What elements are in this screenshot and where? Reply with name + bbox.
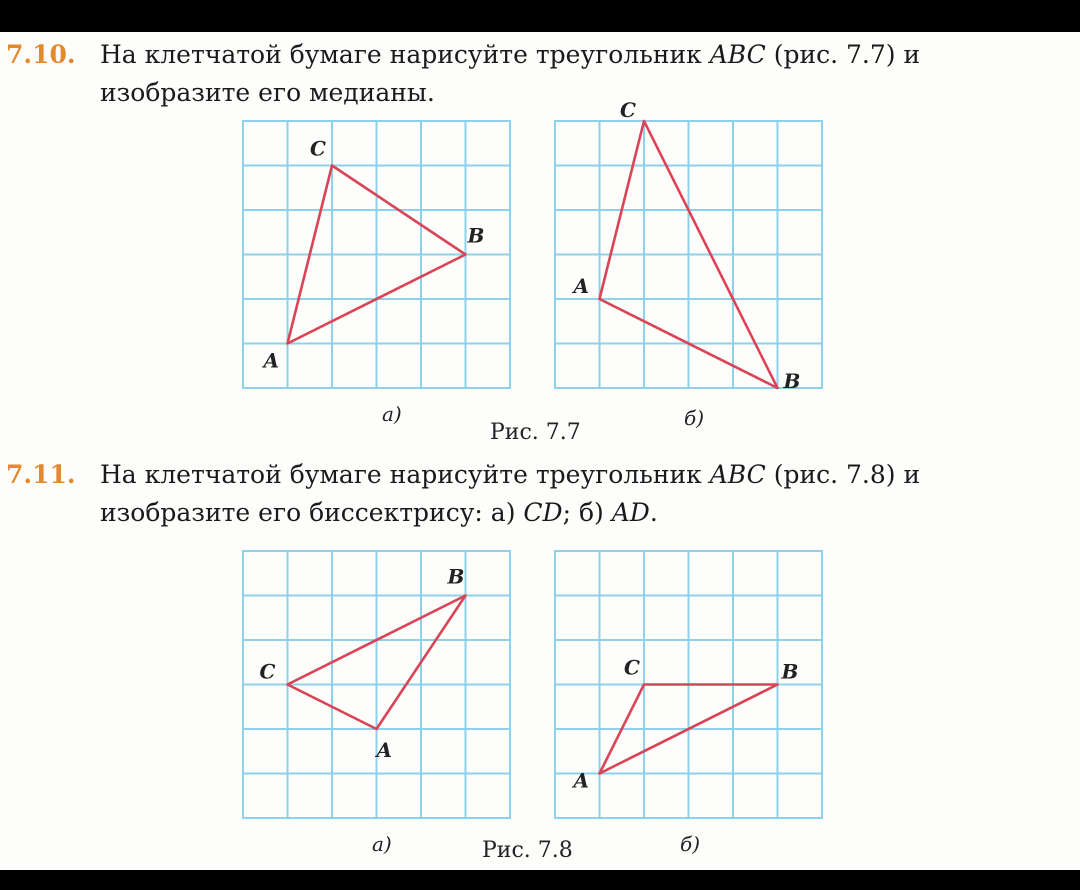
bisector-name-a: CD	[523, 498, 563, 527]
problem-7-11	[6, 456, 1066, 532]
problem-7-10-line-1	[6, 36, 1066, 74]
bisector-name-b: AD	[611, 498, 650, 527]
problem-7-11-line-2	[6, 494, 1066, 532]
figure-7-7-a-label: а)	[382, 402, 402, 426]
problem-text: На клетчатой бумаге нарисуйте треугольник	[100, 40, 710, 69]
textbook-page	[0, 32, 1080, 870]
problem-number: 7.11.	[6, 460, 76, 489]
figure-7-8-caption: Рис. 7.8	[482, 838, 573, 863]
problem-7-10	[6, 36, 1066, 112]
problem-text: изобразите его биссектрису: а)	[100, 498, 524, 527]
vertex-label-a: A	[376, 738, 393, 762]
problem-text: .	[649, 498, 658, 527]
figure-7-8-b	[552, 548, 827, 823]
problem-7-11-line-1	[6, 456, 1066, 494]
vertex-label-c: C	[310, 136, 326, 161]
problem-text: (рис. 7.7) и	[765, 40, 921, 69]
triangle-name: ABC	[709, 40, 766, 69]
problem-number: 7.10.	[6, 40, 76, 69]
vertex-label-a: A	[573, 274, 590, 298]
vertex-label-b: B	[467, 223, 485, 248]
figure-7-7-b-label: б)	[684, 406, 705, 430]
vertex-label-c: C	[624, 655, 640, 680]
figure-7-8-b-label: б)	[680, 832, 701, 856]
problem-text: ; б)	[562, 498, 612, 527]
vertex-label-a: A	[573, 768, 590, 793]
problem-text: (рис. 7.8) и	[765, 460, 921, 489]
vertex-label-b: B	[783, 369, 801, 393]
figure-7-7-a	[240, 118, 515, 393]
figure-7-8-a-label: а)	[372, 832, 392, 856]
figure-7-8-a	[240, 548, 515, 823]
vertex-label-b: B	[447, 564, 465, 589]
vertex-label-a: A	[263, 348, 280, 373]
triangle-name: ABC	[709, 460, 766, 489]
vertex-label-c: C	[620, 98, 636, 122]
vertex-label-c: C	[259, 659, 276, 684]
vertex-label-b: B	[781, 659, 799, 684]
problem-text: На клетчатой бумаге нарисуйте треугольник	[100, 460, 710, 489]
problem-7-10-line-2: изобразите его медианы.	[100, 78, 435, 107]
bottom-black-bar	[0, 870, 1080, 890]
figure-7-7-b	[552, 98, 827, 393]
top-black-bar	[0, 0, 1080, 32]
figure-7-7-caption: Рис. 7.7	[490, 420, 581, 445]
